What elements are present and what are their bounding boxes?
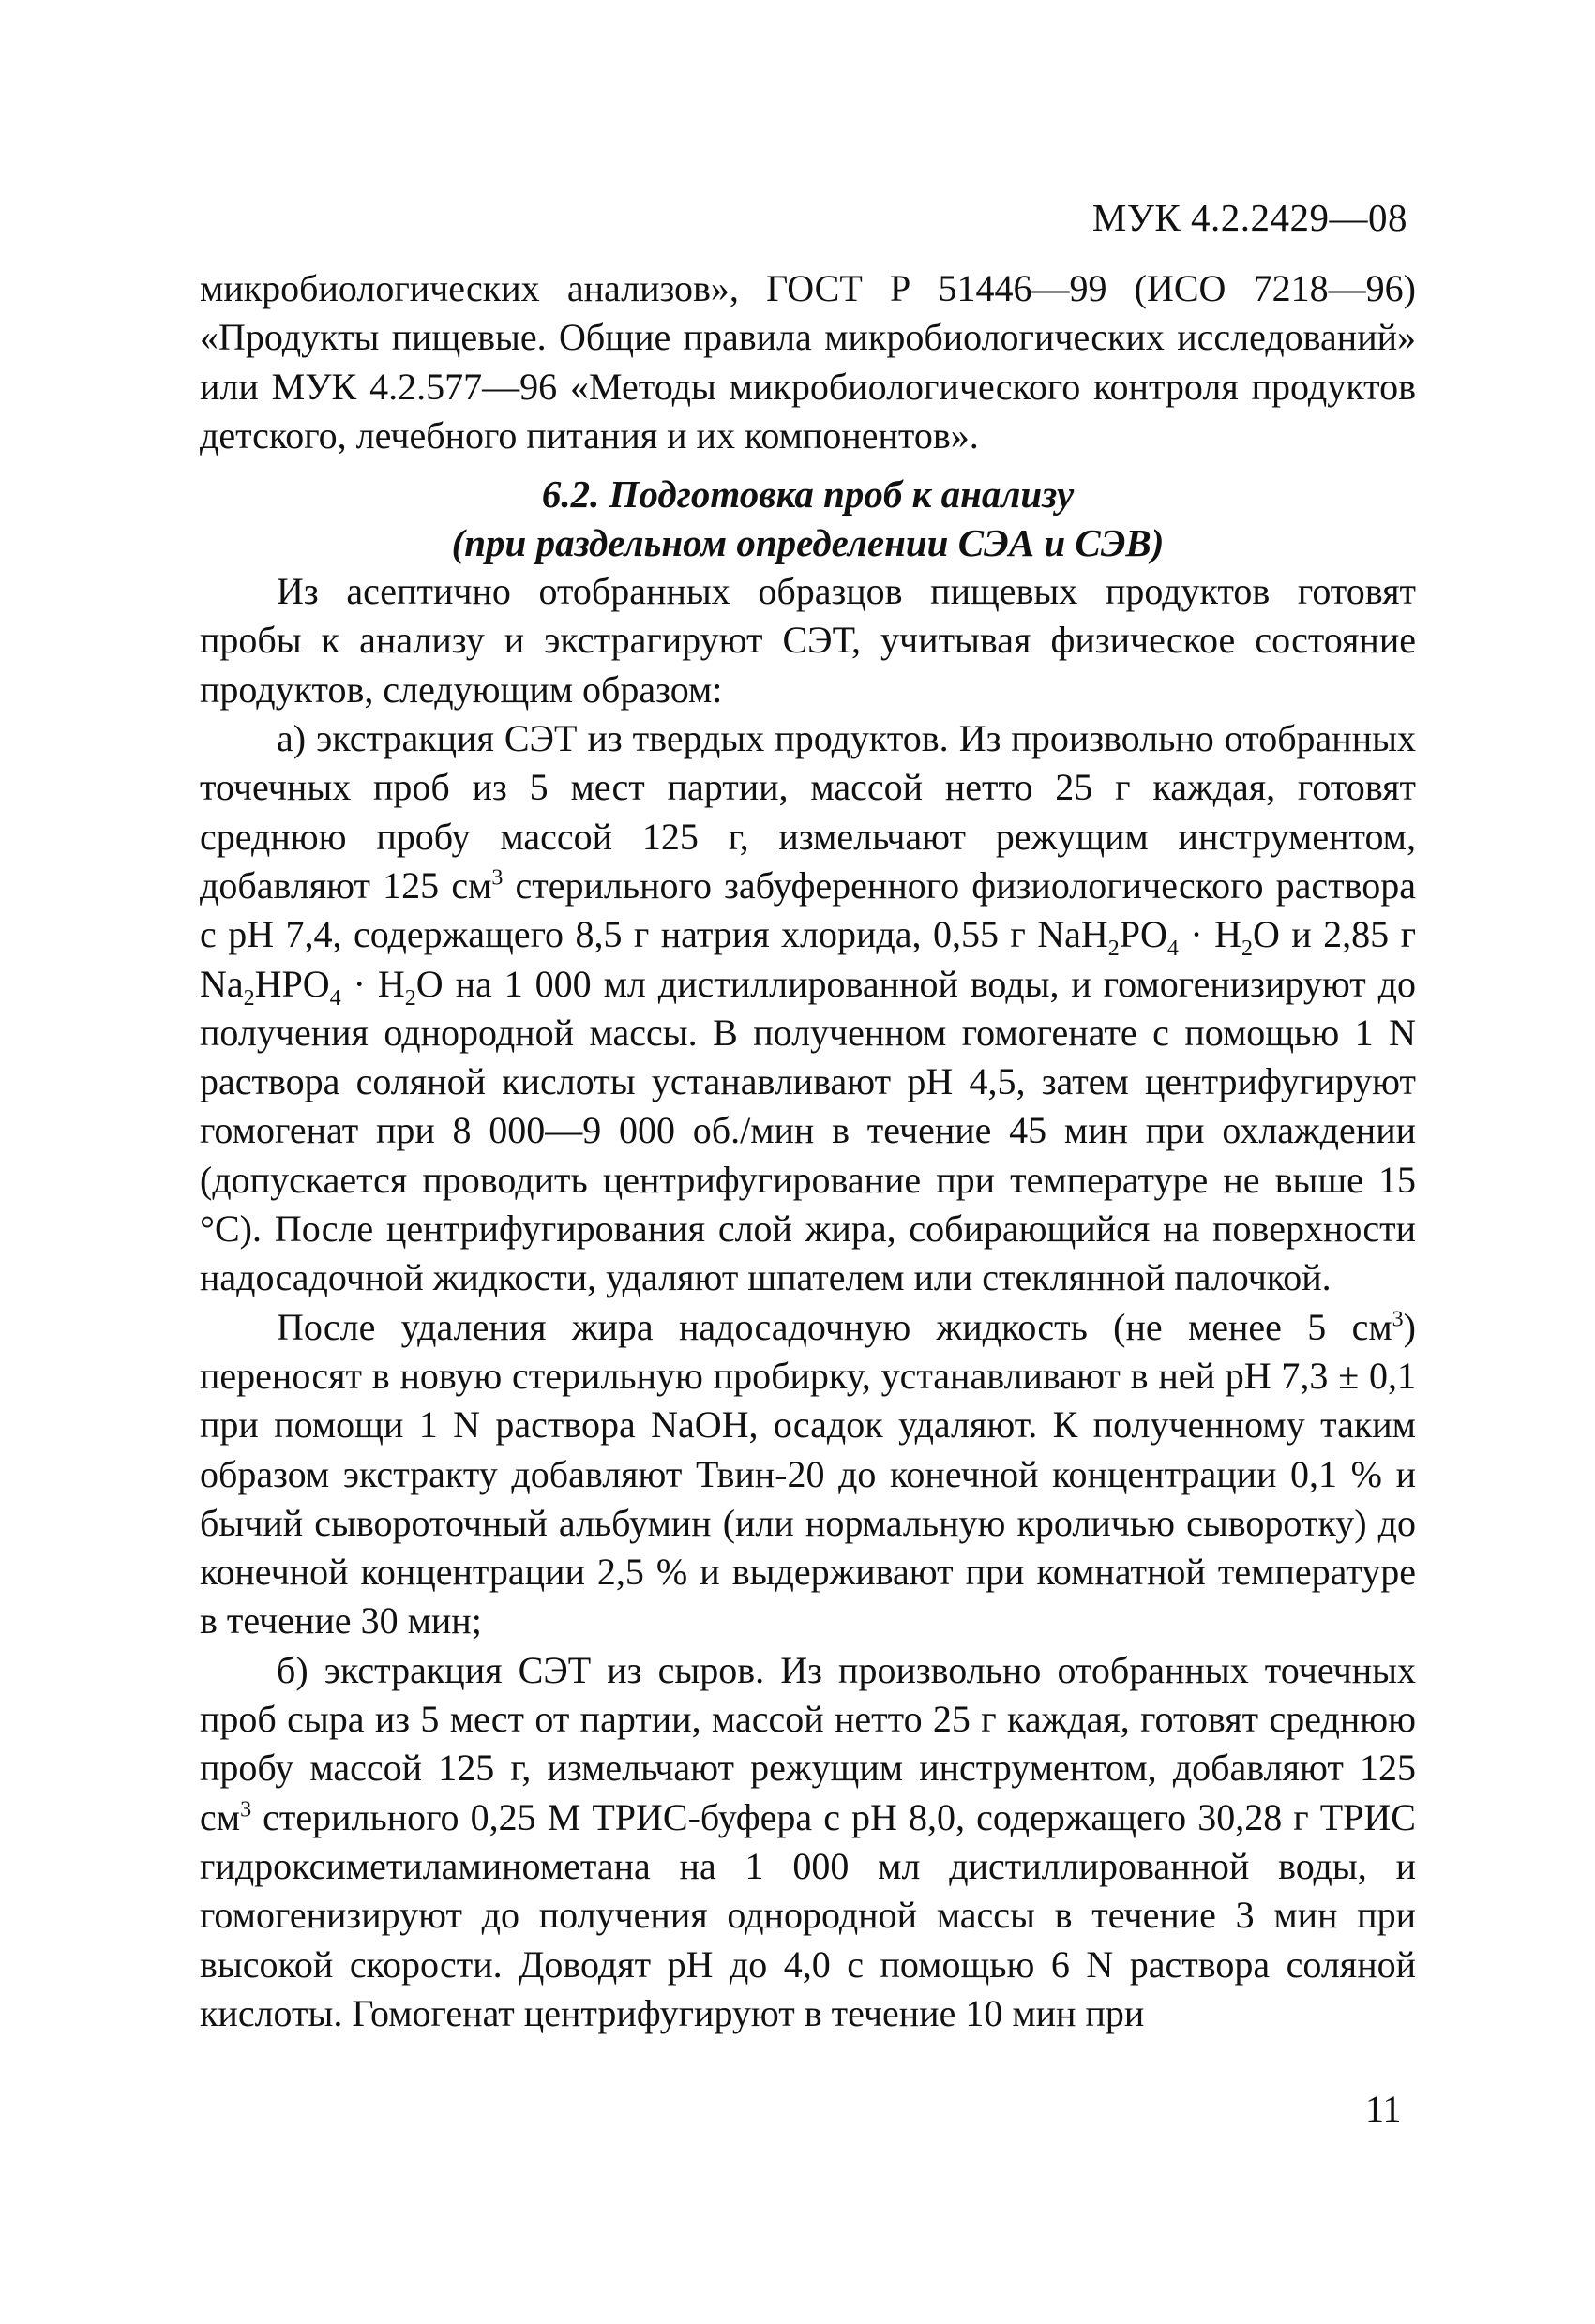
text-fragment: стерильного 0,25 М ТРИС-буфера с рН 8,0, содержащего 30,28 г ТРИС гидроксиметиламинометана на 1 000 мл дистиллированной воды, и гомогенизируют до получения однородной массы в течение 3 мин при высокой скорости. Доводят рН до 4,0 с помощью 6 N раствора соляной кислоты. Гомогенат центрифугируют в течение 10 мин при <box>200 1795 1416 2034</box>
document-code-header: МУК 4.2.2429—08 <box>1091 196 1407 239</box>
superscript: 3 <box>1392 1307 1404 1332</box>
text-fragment: O на 1 000 мл дистиллированной воды, и гомогенизируют до получения однородной массы. В полученном гомогенате с помощью 1 N раствора соляной кислоты устанавливают рН 4,5, затем центрифугируют гомогенат при 8 000—9 000 об./мин в течение 45 мин при охлаждении (допускается проводить центрифугирование при температуре не выше 15 °С). После центрифугирования слой жира, собирающийся на поверхности надосадочной жидкости, удаляют шпателем или стеклянной палочкой. <box>200 962 1416 1299</box>
subscript: 4 <box>329 985 341 1011</box>
text-fragment: PO <box>1119 913 1167 956</box>
text-fragment: а) экстракция СЭТ из твердых продуктов. Из произвольно отобранных точечных проб из 5 мест партии, массой нетто 25 г каждая, готовят среднюю пробу массой 125 г, измельчают режущим инструментом, добавляют 125 см <box>200 717 1416 907</box>
text-fragment: · H <box>340 962 405 1005</box>
paragraph-intro: Из асептично отобранных образцов пищевых продуктов готовят пробы к анализу и экстрагируют СЭТ, учитывая физическое состояние продуктов, следующим образом: <box>200 570 1416 711</box>
subscript: 2 <box>1241 937 1253 962</box>
page-number: 11 <box>1365 2088 1402 2130</box>
section-subtitle: (при раздельном определении СЭА и СЭВ) <box>451 521 1165 565</box>
text-fragment: O и 2,85 г Na <box>200 913 1416 1005</box>
subscript: 2 <box>1107 937 1120 962</box>
superscript: 3 <box>491 865 504 891</box>
paragraph-continuation: микробиологических анализов», ГОСТ Р 51446—99 (ИСО 7218—96) «Продукты пищевые. Общие правила микробиологических исследований» или МУК 4.2.577—96 «Методы микробиологического контроля продуктов детского, лечебного питания и их компонентов». <box>200 267 1416 457</box>
text-fragment: После удаления жира надосадочную жидкость (не менее 5 см <box>277 1305 1392 1348</box>
paragraph-fat-removal <box>200 1303 1416 1646</box>
paragraph-solid-products <box>200 714 1416 1303</box>
section-heading <box>200 470 1416 567</box>
text-fragment: б) экстракция СЭТ из сыров. Из произвольно отобранных точечных проб сыра из 5 мест от партии, массой нетто 25 г каждая, готовят среднюю пробу массой 125 г, измельчают режущим инструментом, добавляют 125 см <box>200 1648 1416 1838</box>
text-fragment: HPO <box>254 962 330 1005</box>
subscript: 4 <box>1166 937 1179 962</box>
superscript: 3 <box>240 1797 252 1822</box>
text-fragment: · H <box>1178 913 1241 956</box>
text-fragment: стерильного забуференного физиологического раствора с рН 7,4, содержащего 8,5 г натрия хлорида, 0,55 г NaH <box>200 863 1417 956</box>
subscript: 2 <box>243 985 255 1011</box>
section-title: 6.2. Подготовка проб к анализу <box>541 472 1075 517</box>
paragraph-cheese <box>200 1646 1416 2038</box>
text-fragment: ) переносят в новую стерильную пробирку, устанавливают в ней рН 7,3 ± 0,1 при помощи 1 N раствора NaOH, осадок удаляют. К полученному таким образом экстракту добавляют Твин-20 до конечной концентрации 0,1 % и бычий сывороточный альбумин (или нормальную кроличью сыворотку) до конечной концентрации 2,5 % и выдерживают при комнатной температуре в течение 30 мин; <box>200 1305 1416 1642</box>
subscript: 2 <box>404 985 416 1011</box>
document-body <box>200 264 1416 2038</box>
